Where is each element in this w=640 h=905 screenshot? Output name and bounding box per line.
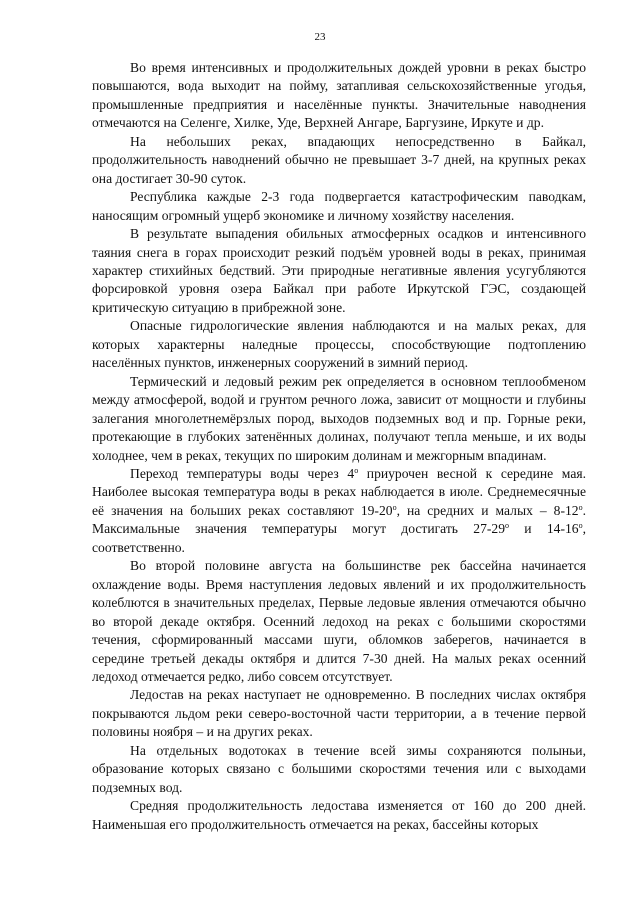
temperature-text: , на средних и малых – 8-12 xyxy=(396,502,579,518)
paragraph-cooling: Во второй половине августа на большинстве рек бассейна начинается охлаждение воды. Время наступления ледовых явлений и их продолжительность колеблются в значительных пределах, Первые ледовые явления отмечаются обычно во второй декаде октября. Осенний ледоход на реках с большими скоростями течения, сформированный массами шуги, обломков заберегов, начинается в середине третьей декады октября и длится 7-30 дней. На малых реках осенний ледоход отмечается редко, либо совсем отсутствует. xyxy=(92,558,586,684)
temperature-text: , соответственно. xyxy=(92,521,586,555)
temperature-text: и 14-16 xyxy=(509,521,579,537)
paragraph-floods: Во время интенсивных и продолжительных дождей уровни в реках быстро повышаются, вода выходит на пойму, затапливая сельскохозяйственные угодья, промышленные предприятия и населённые пункты. Значительные наводнения отмечаются на Селенге, Хилке, Уде, Верхней Ангаре, Баргузине, Иркуте и др. xyxy=(92,60,586,131)
degree-mark: о xyxy=(578,521,583,531)
paragraph-thermal-regime: Термический и ледовый режим рек определяется в основном теплообменом между атмосферой, водой и грунтом речного ложа, зависит от мощности и глубины залегания многолетнемёрзлых пород, выходов подземных вод и пр. Горные реки, протекающие в глубоких затенённых долинах, получают тепла меньше, и их воды холоднее, чем в реках, текущих по широким долинам и межгорным впадинам. xyxy=(92,373,586,463)
degree-mark: о xyxy=(392,502,397,512)
temperature-text: . Максимальные значения температуры могут достигать 27-29 xyxy=(92,502,586,537)
paragraph-republic-floods: Республика каждые 2-3 года подвергается катастрофическим паводкам, наносящим огромный ущерб экономике и личному хозяйству населения. xyxy=(92,189,586,223)
paragraph-snowmelt: В результате выпадения обильных атмосферных осадков и интенсивного таяния снега в горах происходит резкий подъём уровней воды в реках, принимая характер стихийных бедствий. Эти природные негативные явления усугубляются форсировкой уровня озера Байкал при работе Иркутской ГЭС, создающей критическую ситуацию в прибрежной зоне. xyxy=(92,226,586,315)
paragraph-ice-duration: Средняя продолжительность ледостава изменяется от 160 до 200 дней. Наименьшая его продолжительность отмечается на реках, бассейны которых xyxy=(92,798,586,832)
temperature-text: приурочен весной к середине мая. Наиболее высокая температура воды в реках наблюдается в июле. Среднемесячные её значения на больших реках составляют 19-20 xyxy=(92,465,586,518)
temperature-text: Переход температуры воды через 4 xyxy=(130,465,355,481)
degree-mark: о xyxy=(505,521,510,531)
paragraph-water-temperature xyxy=(92,465,586,557)
paragraph-small-rivers: На небольших реках, впадающих непосредственно в Байкал, продолжительность наводнений обычно не превышает 3-7 дней, на крупных реках она достигает 30-90 суток. xyxy=(92,133,586,186)
paragraph-polynyas: На отдельных водотоках в течение всей зимы сохраняются полыньи, образование которых связано с большими скоростями течения или с выходами подземных вод. xyxy=(92,742,586,795)
degree-mark: о xyxy=(578,502,583,512)
page-number: 23 xyxy=(314,31,326,43)
paragraph-hazards: Опасные гидрологические явления наблюдаются и на малых реках, для которых характерны наледные процессы, способствующие подтоплению населённых пунктов, инженерных сооружений в зимний период. xyxy=(92,318,586,371)
body-text xyxy=(92,59,586,834)
degree-mark: о xyxy=(354,465,359,475)
paragraph-freeze-up: Ледостав на реках наступает не одновременно. В последних числах октября покрываются льдом реки северо-восточной части территории, а в течение первой половины ноября – и на других реках. xyxy=(92,687,586,740)
